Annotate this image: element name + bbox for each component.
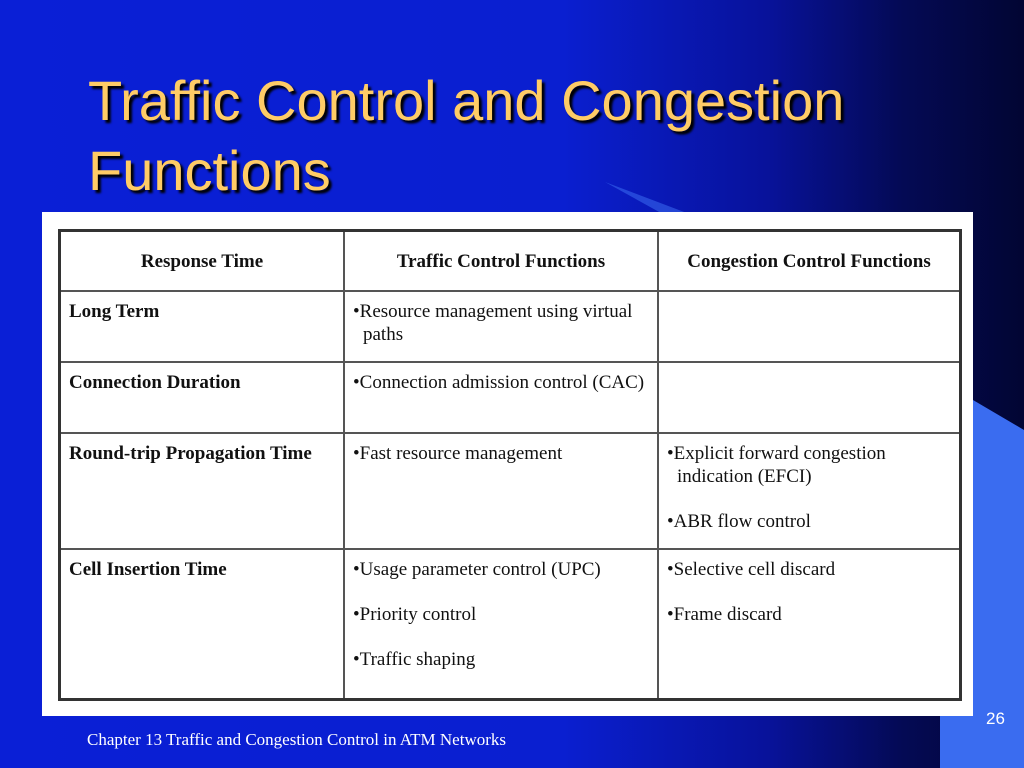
slide-footer: Chapter 13 Traffic and Congestion Control in ATM Networks xyxy=(87,730,506,749)
traffic-item: •Traffic shaping xyxy=(353,648,476,670)
traffic-item: •Priority control xyxy=(353,603,477,625)
cell-response-time: Round-trip Propagation Time xyxy=(60,433,345,549)
cell-congestion xyxy=(658,549,961,700)
congestion-item: •ABR flow control xyxy=(667,510,811,532)
header-congestion-control: Congestion Control Functions xyxy=(658,231,961,291)
traffic-item: •Connection admission control (CAC) xyxy=(353,371,645,393)
congestion-item: •Explicit forward congestion indication (EFCI) xyxy=(667,442,886,487)
cell-congestion xyxy=(658,291,961,362)
slide-title xyxy=(88,66,968,206)
traffic-item: •Usage parameter control (UPC) xyxy=(353,558,601,580)
cell-traffic xyxy=(344,362,658,433)
congestion-item: •Selective cell discard xyxy=(667,558,836,580)
table-header-row xyxy=(60,231,961,291)
cell-traffic xyxy=(344,549,658,700)
cell-congestion xyxy=(658,362,961,433)
cell-response-time: Connection Duration xyxy=(60,362,345,433)
table-row xyxy=(60,549,961,700)
traffic-item: •Resource management using virtual paths xyxy=(353,300,633,345)
table-row xyxy=(60,291,961,362)
cell-congestion xyxy=(658,433,961,549)
table-row xyxy=(60,362,961,433)
congestion-item: •Frame discard xyxy=(667,603,782,625)
header-response-time: Response Time xyxy=(60,231,345,291)
traffic-item: •Fast resource management xyxy=(353,442,563,464)
page-number: 26 xyxy=(986,709,1005,728)
title-line-2: Functions xyxy=(88,139,331,202)
cell-response-time: Cell Insertion Time xyxy=(60,549,345,700)
cell-traffic xyxy=(344,291,658,362)
cell-response-time: Long Term xyxy=(60,291,345,362)
header-traffic-control: Traffic Control Functions xyxy=(344,231,658,291)
table-row xyxy=(60,433,961,549)
cell-traffic xyxy=(344,433,658,549)
functions-table xyxy=(58,229,962,701)
table-image-frame xyxy=(42,212,973,716)
title-line-1: Traffic Control and Congestion xyxy=(88,69,845,132)
